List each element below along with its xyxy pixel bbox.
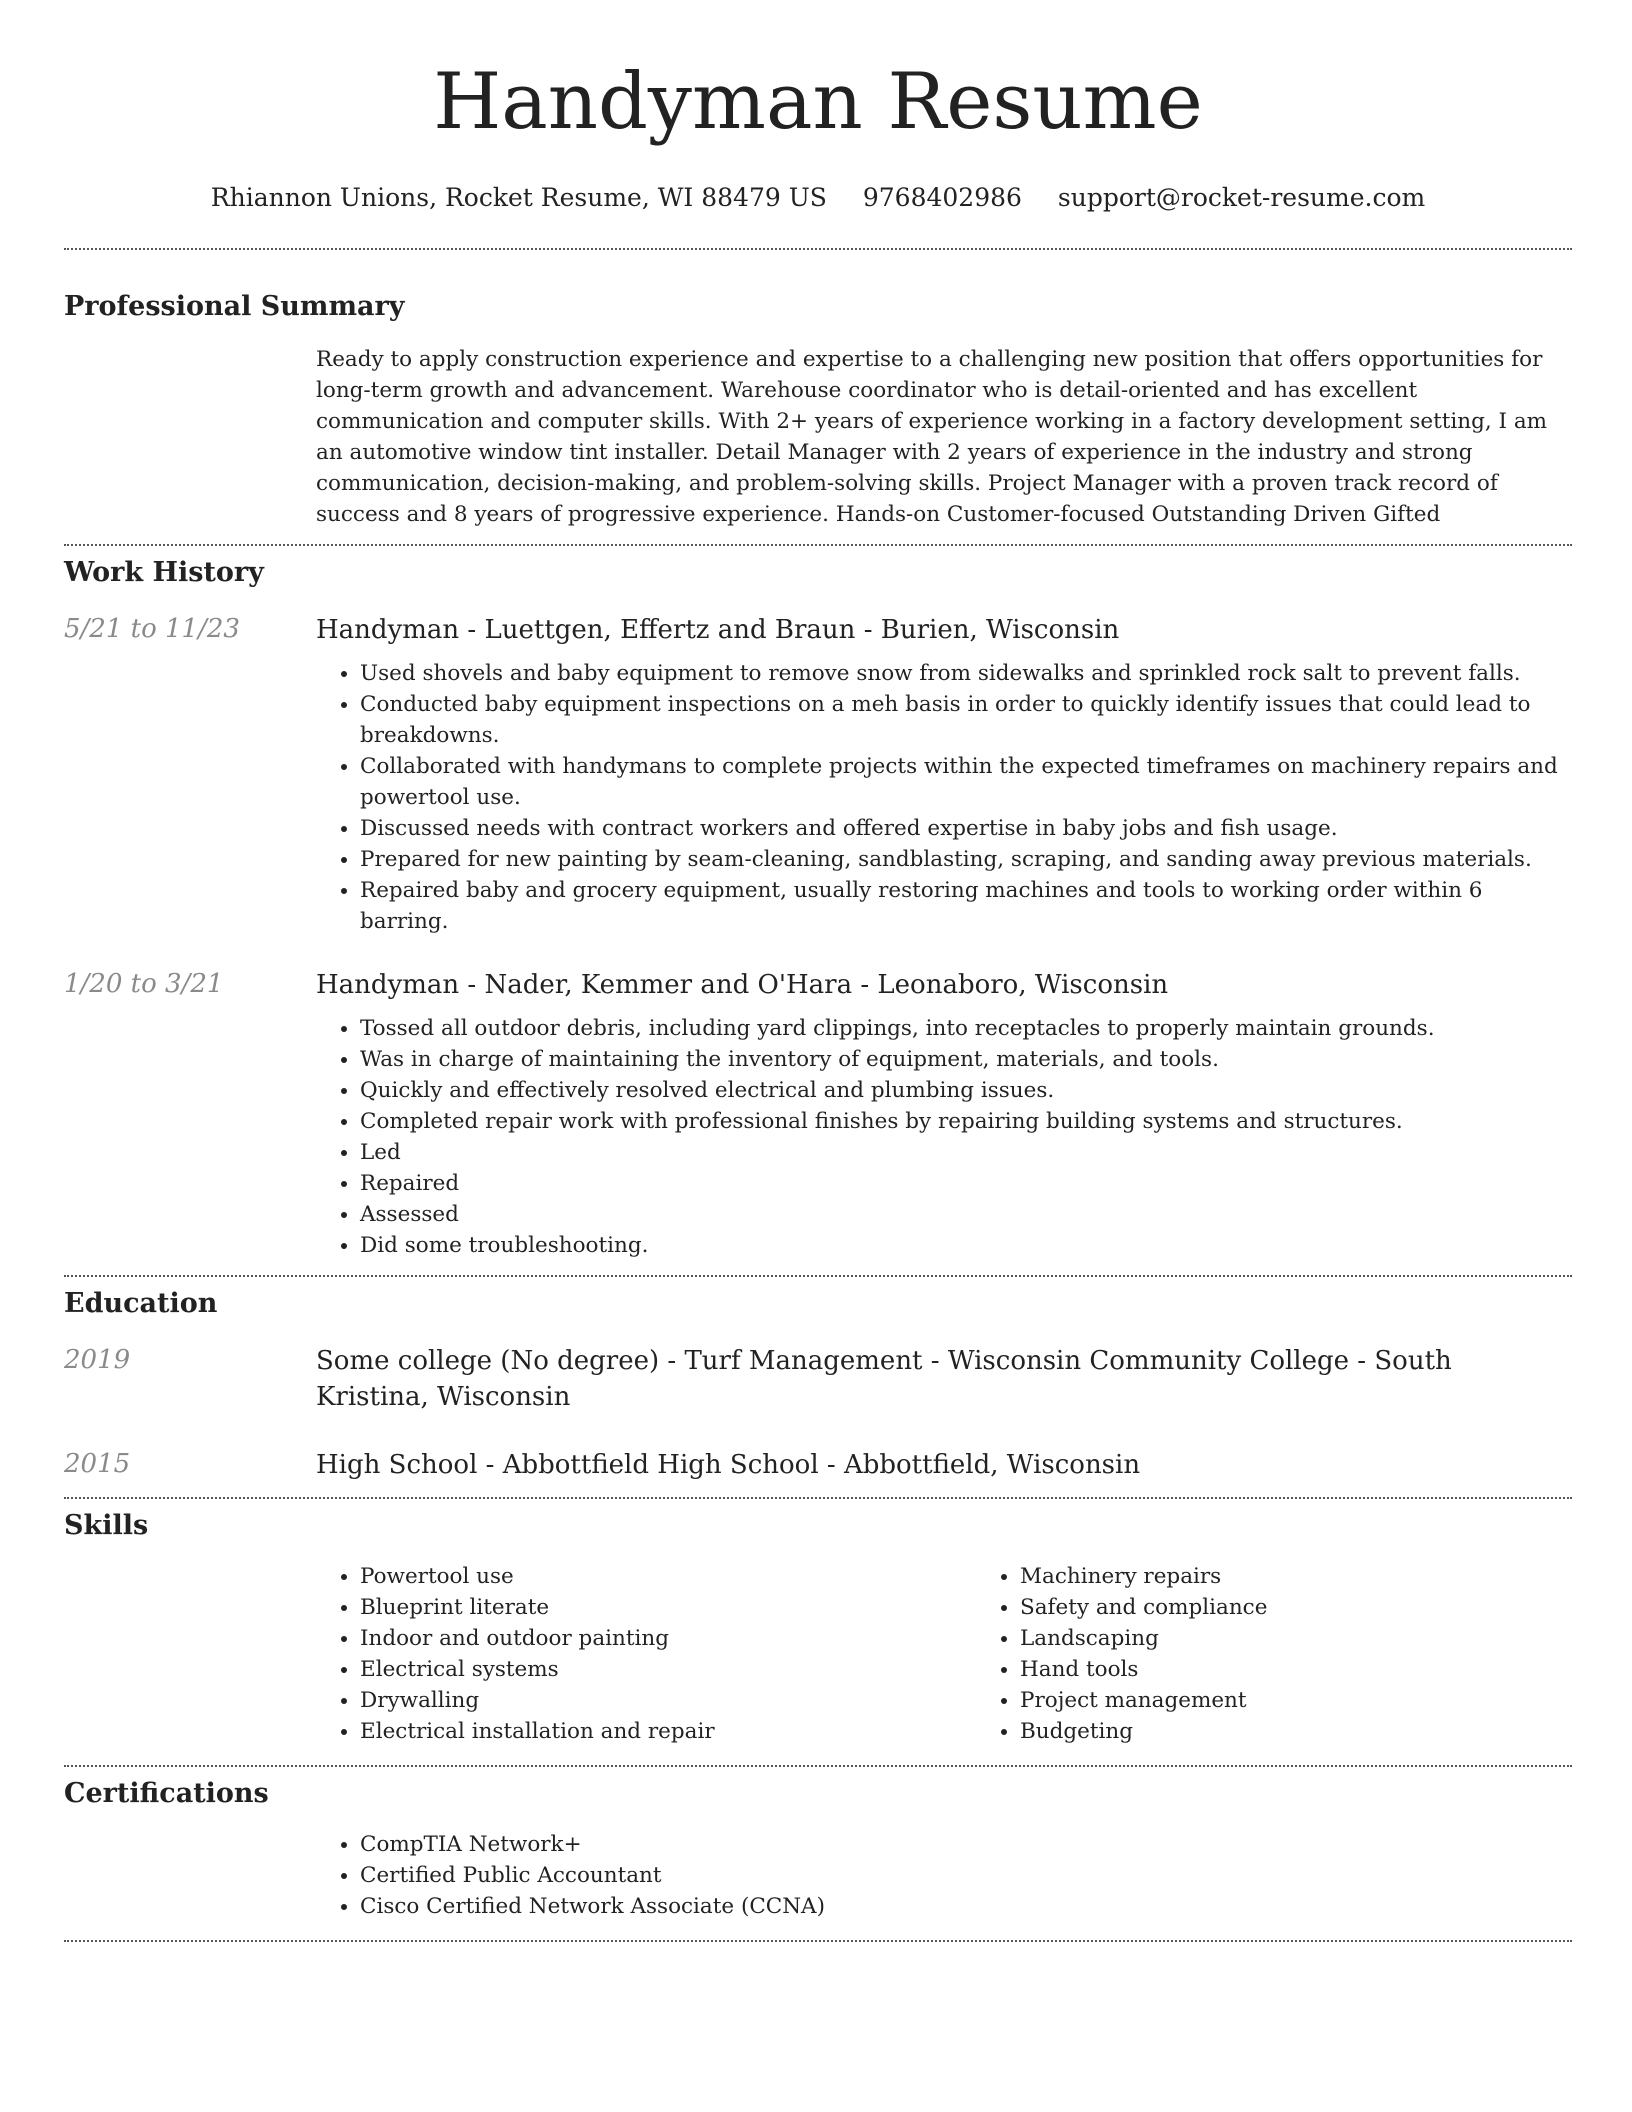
certifications-list xyxy=(316,1829,1572,1922)
education-degree: Some college (No degree) xyxy=(316,1346,660,1376)
skill-item: • Electrical systems xyxy=(360,1654,976,1685)
job-entry xyxy=(64,967,1572,1261)
education-field: Turf Management xyxy=(684,1346,923,1376)
section-heading-education: Education xyxy=(64,1288,218,1319)
resume-title: Handyman Resume xyxy=(433,57,1203,147)
skills-section xyxy=(64,1499,1572,1747)
list-item: • Prepared for new painting by seam-cleaning, sandblasting, scraping, and sanding away previous materials. xyxy=(360,844,1572,875)
list-item: • Discussed needs with contract workers and offered expertise in baby jobs and fish usage. xyxy=(360,813,1572,844)
skill-item: • Safety and compliance xyxy=(1020,1592,1632,1623)
job-dates: 1/20 to 3/21 xyxy=(64,969,224,999)
section-heading-work-history: Work History xyxy=(64,557,264,588)
contact-email: support@rocket-resume.com xyxy=(1057,183,1426,212)
list-item: • Collaborated with handymans to complete projects within the expected timeframes on machinery repairs and powertool use. xyxy=(360,751,1572,813)
section-heading-certifications: Certifications xyxy=(64,1778,269,1809)
education-title xyxy=(316,1447,1572,1483)
job-bullets xyxy=(316,658,1572,937)
education-entry xyxy=(64,1447,1572,1483)
skill-item: • Electrical installation and repair xyxy=(360,1716,976,1747)
education-title: Some college (No degree) - Turf Management - Wisconsin Community College - South Kristina, Wisconsin xyxy=(316,1346,1452,1412)
list-item: • Conducted baby equipment inspections on a meh basis in order to quickly identify issues that could lead to breakdowns. xyxy=(360,689,1572,751)
certification-item: • CompTIA Network+ xyxy=(360,1829,1572,1860)
list-item: • Repaired baby and grocery equipment, usually restoring machines and tools to working order within 6 barring. xyxy=(360,875,1572,937)
skill-item: • Project management xyxy=(1020,1685,1632,1716)
list-item: • Used shovels and baby equipment to remove snow from sidewalks and sprinkled rock salt to prevent falls. xyxy=(360,658,1572,689)
job-bullets xyxy=(316,1013,1572,1261)
job-entry xyxy=(64,612,1572,937)
contact-line xyxy=(64,182,1572,214)
list-item: • Was in charge of maintaining the inventory of equipment, materials, and tools. xyxy=(360,1044,1572,1075)
education-year: 2015 xyxy=(64,1449,131,1479)
list-item: • Completed repair work with professional finishes by repairing building systems and structures. xyxy=(360,1106,1572,1137)
education-section xyxy=(64,1277,1572,1483)
list-item: • Assessed xyxy=(360,1199,1572,1230)
summary-section xyxy=(64,250,1572,530)
certification-item: • Cisco Certified Network Associate (CCNA) xyxy=(360,1891,1572,1922)
resume-page xyxy=(64,0,1572,1942)
skill-item: • Machinery repairs xyxy=(1020,1561,1632,1592)
summary-text: Ready to apply construction experience and expertise to a challenging new position that offers opportunities for long-term growth and advancement. Warehouse coordinator who is detail-oriented and has excellent communication and computer skills. With 2+ years of experience working in a factory development setting, I am an automotive window tint installer. Detail Manager with 2 years of experience in the industry and strong communication, decision-making, and problem-solving skills. Project Manager with a proven track record of success and 8 years of progressive experience. Hands-on Customer-focused Outstanding Driven Gifted xyxy=(316,347,1548,527)
education-school: - Wisconsin Community College - South Kristina, Wisconsin xyxy=(316,1346,1452,1412)
contact-address: Rhiannon Unions, Rocket Resume, WI 88479 US xyxy=(210,183,827,212)
education-degree: High School xyxy=(316,1450,478,1480)
work-history-section xyxy=(64,546,1572,1261)
skill-item: • Blueprint literate xyxy=(360,1592,976,1623)
education-year: 2019 xyxy=(64,1345,131,1375)
skill-item: • Budgeting xyxy=(1020,1716,1632,1747)
divider xyxy=(64,1940,1572,1942)
section-heading-skills: Skills xyxy=(64,1510,149,1541)
skill-item: • Hand tools xyxy=(1020,1654,1632,1685)
skill-item: • Indoor and outdoor painting xyxy=(360,1623,976,1654)
education-entry xyxy=(64,1343,1572,1415)
list-item: • Quickly and effectively resolved electrical and plumbing issues. xyxy=(360,1075,1572,1106)
certification-item: • Certified Public Accountant xyxy=(360,1860,1572,1891)
skills-list-right xyxy=(976,1561,1632,1747)
list-item: • Led xyxy=(360,1137,1572,1168)
skill-item: • Drywalling xyxy=(360,1685,976,1716)
section-heading-summary: Professional Summary xyxy=(64,291,405,322)
skill-item: • Landscaping xyxy=(1020,1623,1632,1654)
job-title: Handyman - Luettgen, Effertz and Braun - Burien, Wisconsin xyxy=(316,615,1120,645)
skill-item: • Powertool use xyxy=(360,1561,976,1592)
certifications-section xyxy=(64,1767,1572,1922)
skills-list-left xyxy=(316,1561,976,1747)
contact-phone: 9768402986 xyxy=(862,183,1022,212)
job-dates: 5/21 to 11/23 xyxy=(64,614,240,644)
job-title: Handyman - Nader, Kemmer and O'Hara - Leonaboro, Wisconsin xyxy=(316,970,1169,1000)
education-school: - Abbottfield High School - Abbottfield, Wisconsin xyxy=(477,1450,1141,1480)
list-item: • Repaired xyxy=(360,1168,1572,1199)
list-item: • Tossed all outdoor debris, including yard clippings, into receptacles to properly maintain grounds. xyxy=(360,1013,1572,1044)
list-item: • Did some troubleshooting. xyxy=(360,1230,1572,1261)
